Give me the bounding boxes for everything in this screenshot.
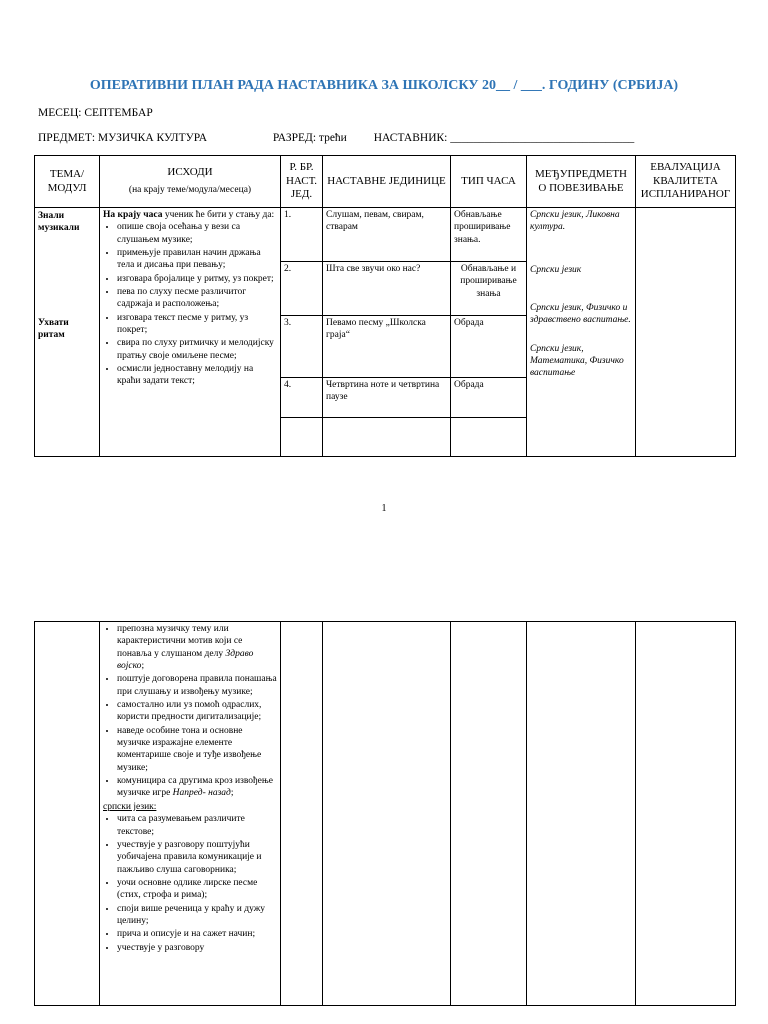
list-item xyxy=(117,775,277,800)
lesson-num: 4. xyxy=(281,378,323,418)
lesson-type: Обрада xyxy=(451,316,527,378)
lesson-name: Певамо песму „Школска граја“ xyxy=(323,316,451,378)
header-tip: ТИП ЧАСА xyxy=(451,156,527,208)
list-item: • учествује у разговору xyxy=(117,942,277,954)
list-item: • изговара бројалице у ритму, уз покрет; xyxy=(117,273,277,285)
plan-table-page-2 xyxy=(34,621,736,1006)
srpski-label: српски језик: xyxy=(103,801,157,812)
empty-cell xyxy=(281,622,323,1006)
lesson-link: Српски језик, Математика, Физичко васпитање xyxy=(530,343,624,379)
lesson-num: 3. xyxy=(281,316,323,378)
teacher-label: НАСТАВНИК: ________________________________ xyxy=(373,132,635,144)
list-item-text: комуницира са другима кроз извођење музичке игре xyxy=(117,776,273,799)
empty-cell xyxy=(636,622,736,1006)
header-medju: МЕЂУПРЕДМЕТН О ПОВЕЗИВАЊЕ xyxy=(527,156,636,208)
topic-2: Ухвати ритам xyxy=(38,317,69,341)
topic-cell xyxy=(35,208,100,457)
ishodi-intro xyxy=(103,209,277,221)
list-item xyxy=(117,623,277,672)
header-ishodi-sub: (на крају теме/модула/месеца) xyxy=(128,185,252,196)
header-rbr: Р. БР. НАСТ. ЈЕД. xyxy=(281,156,323,208)
lesson-type: Обнављање и проширивање знања xyxy=(451,262,527,316)
header-ishodi-label: ИСХОДИ xyxy=(167,165,213,178)
list-item-italic: Напред- назад xyxy=(172,788,231,799)
empty-cell xyxy=(527,622,636,1006)
list-item-text: препозна музичку тему или карактеристични мотив који се понавља у слушаном делу xyxy=(117,624,243,659)
ishodi-cell-continued xyxy=(100,622,281,1006)
plan-table-page-1 xyxy=(34,155,736,457)
ishodi-intro-rest: ученик ће бити у стању да: xyxy=(162,210,275,220)
header-ishodi xyxy=(100,156,281,208)
lesson-type: Обрада xyxy=(451,378,527,418)
page-title: ОПЕРАТИВНИ ПЛАН РАДА НАСТАВНИКА ЗА ШКОЛСКУ 20__ / ___. ГОДИНУ (СРБИЈА) xyxy=(89,78,679,93)
list-item: • чита са разумевањем различите текстове; xyxy=(117,813,277,838)
empty-cell xyxy=(35,622,100,1006)
list-item: • поштује договорена правила понашања при слушању и извођењу музике; xyxy=(117,673,277,698)
list-item: • споји више реченица у краћу и дужу целину; xyxy=(117,903,277,928)
empty-cell xyxy=(323,418,451,457)
list-item: • примењује правилан начин држања тела и дисања при певању; xyxy=(117,247,277,272)
list-item: • опише своја осећања у вези са слушањем музике; xyxy=(117,221,277,246)
list-item-end: ; xyxy=(141,661,145,672)
header-tema: ТЕМА/ МОДУЛ xyxy=(35,156,100,208)
lesson-name: Слушам, певам, свирам, стварам xyxy=(323,208,451,262)
lesson-link: Српски језик, Ликовна култура. xyxy=(530,210,620,233)
list-item: • прича и описује и на сажет начин; xyxy=(117,928,277,940)
list-item: • самостално или уз помоћ одраслих, користи предности дигитализације; xyxy=(117,699,277,724)
list-item: • изговара текст песме у ритму, уз покрет; xyxy=(117,312,277,337)
list-item-italic: Здраво војско xyxy=(117,648,254,672)
link-cell xyxy=(527,208,636,457)
subject-line xyxy=(38,132,738,144)
lesson-name: Четвртина ноте и четвртина паузе xyxy=(323,378,451,418)
empty-cell xyxy=(281,418,323,457)
lesson-type: Обнављање проширивање знања. xyxy=(451,208,527,262)
list-item: • свира по слуху ритмичку и мелодијску пратњу своје омиљене песме; xyxy=(117,337,277,362)
page-number: 1 xyxy=(381,503,387,514)
month-line: МЕСЕЦ: СЕПТЕМБАР xyxy=(38,107,153,119)
grade-label: РАЗРЕД: трећи xyxy=(272,132,347,144)
lesson-num: 1. xyxy=(281,208,323,262)
empty-cell xyxy=(323,622,451,1006)
header-eval: ЕВАЛУАЦИЈА КВАЛИТЕТА ИСПЛАНИРАНОГ xyxy=(636,156,736,208)
eval-cell xyxy=(636,208,736,457)
list-item: • осмисли једноставну мелодију на краћи задати текст; xyxy=(117,363,277,388)
lesson-num: 2. xyxy=(281,262,323,316)
ishodi-intro-bold: На крају часа xyxy=(103,210,163,220)
ishodi-cell xyxy=(100,208,281,457)
empty-cell xyxy=(451,418,527,457)
list-item: • наведе особине тона и основне музичке изражајне елементе коментарише своје и туђе извођење музике; xyxy=(117,725,277,774)
list-item: • пева по слуху песме различитог садржаја и расположења; xyxy=(117,286,277,311)
subject-label: ПРЕДМЕТ: МУЗИЧКА КУЛТУРА xyxy=(38,132,208,144)
lesson-link: Српски језик xyxy=(530,264,582,275)
lesson-name: Шта све звучи око нас? xyxy=(323,262,451,316)
topic-1: Знали музикали xyxy=(38,211,80,234)
header-jedinice: НАСТАВНЕ ЈЕДИНИЦЕ xyxy=(323,156,451,208)
list-item-end: ; xyxy=(230,788,234,799)
lesson-link: Српски језик, Физичко и здравствено васпитање. xyxy=(530,303,631,326)
empty-cell xyxy=(451,622,527,1006)
list-item: • учествује у разговору поштујући уобичајена правила комуникације и пажљиво слуша саговорника; xyxy=(117,839,277,876)
list-item: • уочи основне одлике лирске песме (стих, строфа и рима); xyxy=(117,877,277,902)
